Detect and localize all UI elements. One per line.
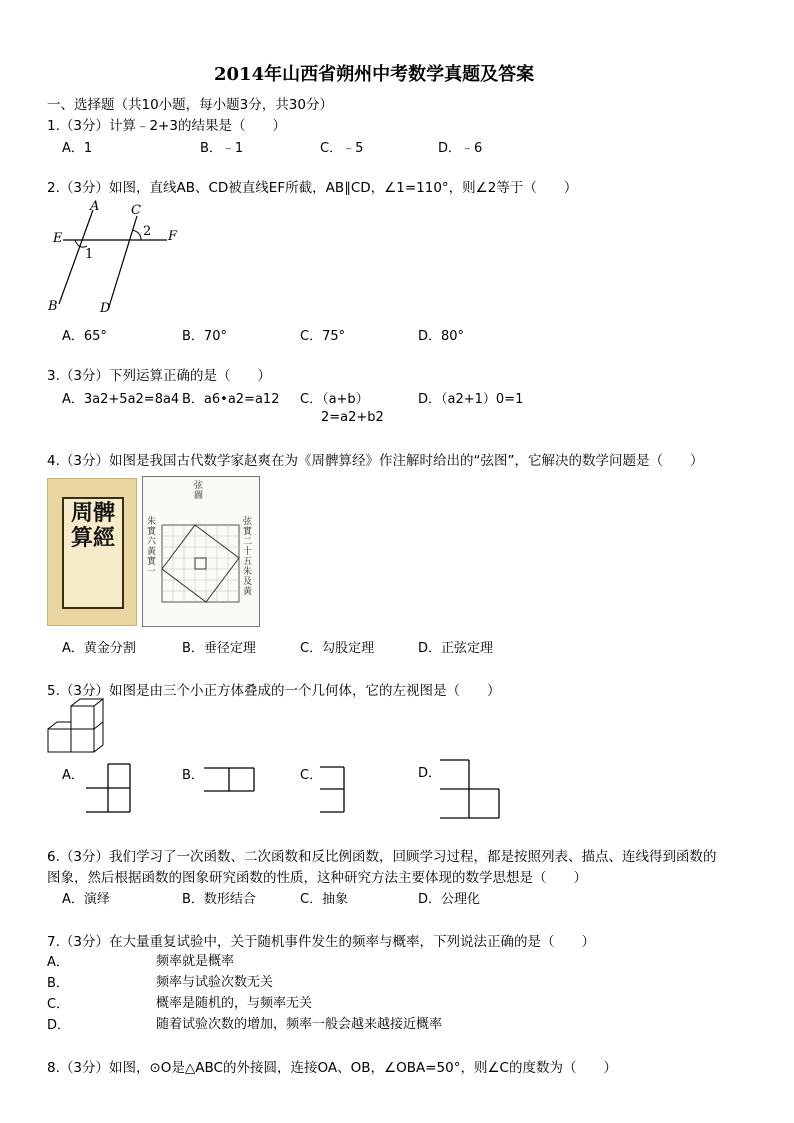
q4-option-a: A．黄金分割 bbox=[62, 641, 136, 656]
question-3-stem: 3.（3分）下列运算正确的是（ ） bbox=[47, 368, 271, 384]
q4-option-b: B．垂径定理 bbox=[182, 641, 256, 656]
q2-label-f: F bbox=[168, 229, 178, 244]
q3-option-a: A．3a2+5a2=8a4 bbox=[62, 392, 180, 407]
q6-option-a: A．演绎 bbox=[62, 892, 110, 907]
q2-option-b: B．70° bbox=[182, 329, 227, 344]
xian-tu-left-note: 朱實六黃實一 bbox=[147, 517, 157, 577]
question-7-stem: 7.（3分）在大量重复试验中，关于随机事件发生的频率与概率，下列说法正确的是（ ） bbox=[47, 934, 595, 950]
q3-option-b: B．a6•a2=a12 bbox=[182, 392, 280, 407]
q3-option-c: C．（a+b） bbox=[300, 392, 369, 407]
q2-label-1: 1 bbox=[85, 247, 94, 262]
q4-option-d: D．正弦定理 bbox=[418, 641, 494, 656]
section-header: 一、选择题（共10小题，每小题3分，共30分） bbox=[47, 97, 333, 113]
q6-option-d: D．公理化 bbox=[418, 892, 481, 907]
xian-tu-page bbox=[142, 476, 260, 627]
q7-option-c-text: 概率是随机的，与频率无关 bbox=[156, 996, 313, 1011]
q7-option-a-text: 频率就是概率 bbox=[156, 954, 235, 969]
q2-option-c: C．75° bbox=[300, 329, 346, 344]
q2-label-d: D bbox=[100, 301, 111, 316]
question-6-stem-line1: 6.（3分）我们学习了一次函数、二次函数和反比例函数，回顾学习过程，都是按照列表、描点、连线得到函数的 bbox=[47, 849, 717, 865]
question-2-stem: 2.（3分）如图，直线AB、CD被直线EF所截，AB∥CD，∠1=110°，则∠2等于（ ） bbox=[47, 180, 578, 196]
q1-option-c: C．﹣5 bbox=[320, 141, 364, 156]
zhoubi-suanjing-book-cover bbox=[47, 478, 137, 626]
q1-option-b: B．﹣1 bbox=[200, 141, 244, 156]
q5-option-b: B． bbox=[182, 768, 204, 783]
q5-option-d: D． bbox=[418, 766, 442, 781]
q5-option-a: A． bbox=[62, 768, 84, 783]
angle-2-arc bbox=[132, 230, 141, 240]
question-4-stem: 4.（3分）如图是我国古代数学家赵爽在为《周髀算经》作注解时给出的“弦图”，它解决的数学问题是（ ） bbox=[47, 453, 704, 469]
q2-option-d: D．80° bbox=[418, 329, 465, 344]
book-title-text: 周髀算經 bbox=[70, 500, 115, 551]
q5-option-c: C． bbox=[300, 768, 323, 783]
xian-tu-right-note: 弦實二十五朱及黃 bbox=[243, 517, 253, 597]
q7-option-b-text: 频率与试验次数无关 bbox=[156, 975, 274, 990]
q5-option-b-view bbox=[204, 767, 264, 797]
xian-tu-caption: 弦圖 bbox=[194, 481, 204, 501]
question-5-stem: 5.（3分）如图是由三个小正方体叠成的一个几何体，它的左视图是（ ） bbox=[47, 683, 501, 699]
q7-option-b-letter: B． bbox=[47, 976, 69, 991]
q1-option-a: A．1 bbox=[62, 141, 93, 156]
page-title: 2014年山西省朔州中考数学真题及答案 bbox=[214, 64, 535, 85]
q3-option-d: D．（a2+1）0=1 bbox=[418, 392, 524, 407]
q6-option-c: C．抽象 bbox=[300, 892, 349, 907]
q7-option-d-letter: D． bbox=[47, 1018, 71, 1033]
question-6-stem-line2: 图象，然后根据函数的图象研究函数的性质，这种研究方法主要体现的数学思想是（ ） bbox=[47, 870, 587, 886]
q2-label-a: A bbox=[90, 199, 100, 214]
question-1-stem: 1.（3分）计算﹣2+3的结果是（ ） bbox=[47, 118, 286, 134]
q5-option-d-view bbox=[440, 759, 505, 821]
q2-label-2: 2 bbox=[143, 224, 152, 239]
q5-option-c-view bbox=[320, 766, 360, 816]
q7-option-d-text: 随着试验次数的增加，频率一般会越来越接近概率 bbox=[156, 1017, 443, 1032]
book-title-label bbox=[62, 497, 124, 609]
question-8-stem: 8.（3分）如图，⊙O是△ABC的外接圆，连接OA、OB，∠OBA=50°，则∠C的度数为（ ） bbox=[47, 1060, 617, 1076]
q5-option-a-view bbox=[86, 764, 136, 814]
q2-label-b: B bbox=[48, 299, 58, 314]
q2-label-e: E bbox=[53, 231, 63, 246]
xian-tu-diagram bbox=[162, 525, 242, 605]
q1-option-d: D．﹣6 bbox=[438, 141, 483, 156]
q5-stacked-cubes-figure bbox=[47, 698, 109, 756]
q2-parallel-lines-figure bbox=[45, 198, 185, 318]
q2-label-c: C bbox=[131, 203, 141, 218]
q7-option-a-letter: A． bbox=[47, 955, 69, 970]
q3-option-c-continued: 2=a2+b2 bbox=[321, 410, 384, 425]
q7-option-c-letter: C． bbox=[47, 997, 70, 1012]
q6-option-b: B．数形结合 bbox=[182, 892, 256, 907]
q2-option-a: A．65° bbox=[62, 329, 107, 344]
q4-option-c: C．勾股定理 bbox=[300, 641, 375, 656]
